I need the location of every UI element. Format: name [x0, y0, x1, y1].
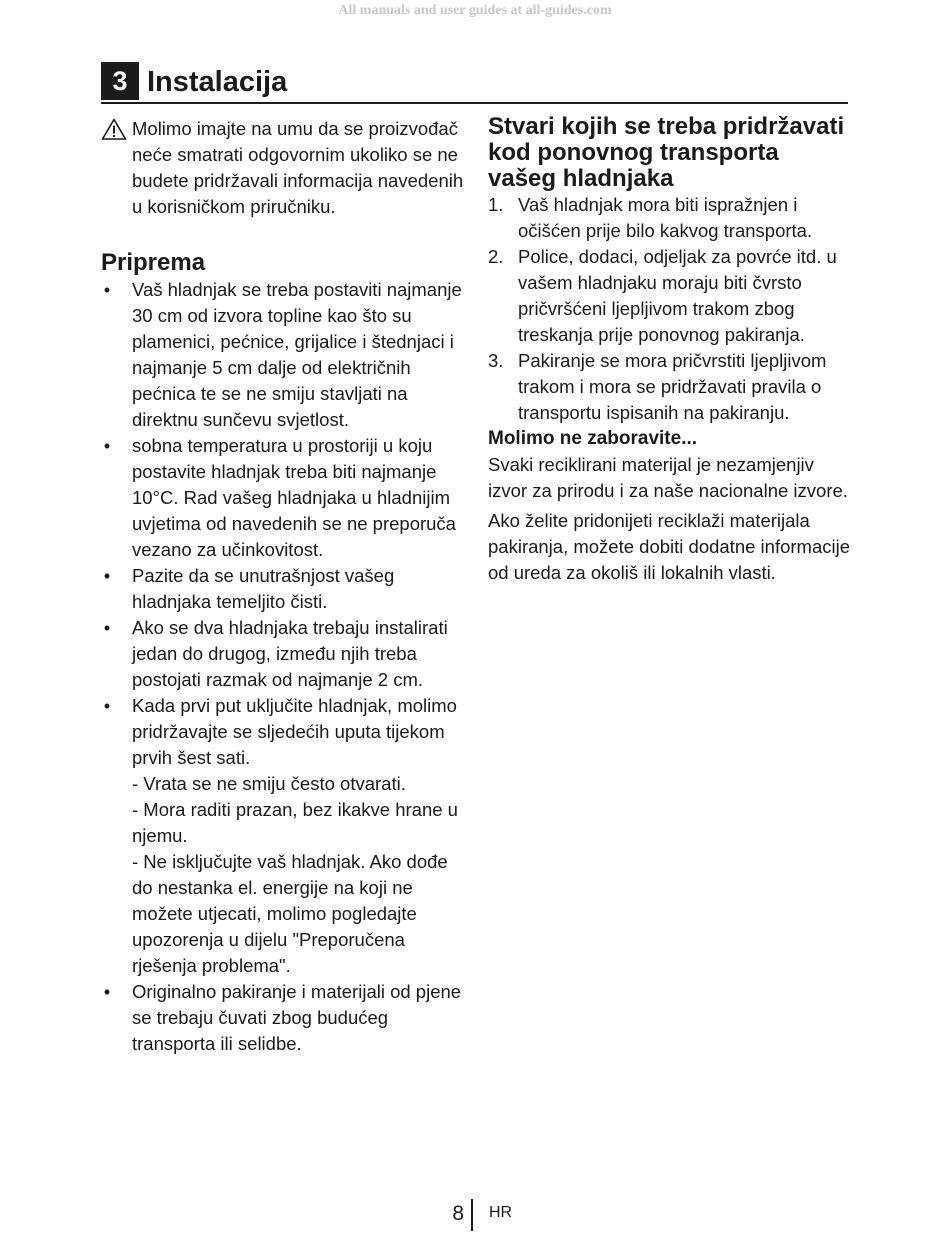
right-column [488, 114, 853, 586]
recycle-paragraph: Svaki reciklirani materijal je nezamjenjiv izvor za prirodu i za naše nacionalne izvore. [488, 454, 848, 501]
bullet-icon: • [103, 696, 111, 716]
step-text: Vaš hladnjak mora biti ispražnjen i očišćen prije bilo kakvog transporta. [518, 194, 813, 241]
chapter-number: 3 [101, 62, 139, 100]
priprema-item [101, 979, 471, 1057]
priprema-item-text: Vaš hladnjak se treba postaviti najmanje 30 cm od izvora topline kao što su plamenici, pećnice, grijalice i štednjaci i najmanje 5 cm dalje od električnih pećnica te se ne smiju stavljati na direktnu sunčevu svjetlost. [132, 279, 462, 430]
step-text: Police, dodaci, odjeljak za povrće itd. u vašem hladnjaku moraju biti čvrsto pričvršćeni ljepljivom trakom zbog treskanja prije ponovnog pakiranja. [518, 246, 837, 345]
footer-divider [471, 1199, 473, 1231]
bullet-icon: • [103, 566, 111, 586]
left-column [101, 116, 471, 1057]
warning-text: Molimo imajte na umu da se proizvođač neće smatrati odgovornim ukoliko se ne budete pridržavali informacija navedenih u korisničkom priručniku. [132, 118, 464, 217]
language-code: HR [489, 1204, 513, 1221]
page-number: 8 [452, 1202, 464, 1225]
step-number: 3. [488, 350, 504, 371]
chapter-title: Instalacija [147, 66, 288, 98]
priprema-item-text: Originalno pakiranje i materijali od pjene se trebaju čuvati zbog budućeg transporta ili selidbe. [132, 981, 462, 1054]
watermark: All manuals and user guides at all-guides.com [338, 3, 612, 18]
section-heading-transport: Stvari kojih se treba pridržavati kod ponovnog transporta vašeg hladnjaka [488, 113, 845, 192]
priprema-item-text: Kada prvi put uključite hladnjak, molimo pridržavajte se sljedećih uputa tijekom prvih šest sati. [132, 695, 457, 768]
chapter-header [101, 62, 848, 104]
priprema-item [101, 693, 471, 979]
step-number: 2. [488, 246, 504, 267]
bullet-icon: • [103, 982, 111, 1002]
recycle-paragraph: Ako želite pridonijeti reciklaži materijala pakiranja, možete dobiti dodatne informacije od ureda za okoliš ili lokalnih vlasti. [488, 510, 850, 583]
warning-triangle-icon [101, 118, 127, 140]
priprema-item-text: - Ne isključujte vaš hladnjak. Ako dođe do nestanka el. energije na koji ne možete utjecati, molimo pogledajte upozorenja u dijelu "Preporučena rješenja problema". [132, 851, 448, 976]
priprema-item [101, 563, 471, 615]
priprema-item-text: - Vrata se ne smiju često otvarati. [132, 773, 406, 794]
priprema-item-text: sobna temperatura u prostoriji u koju postavite hladnjak treba biti najmanje 10°C. Rad vašeg hladnjaka u hladnijim uvjetima od navedenih se ne preporuča vezano za učinkovitost. [132, 435, 456, 560]
priprema-list [101, 277, 471, 1057]
priprema-item-text: Pazite da se unutrašnjost vašeg hladnjaka temeljito čisti. [132, 565, 395, 612]
section-heading-priprema: Priprema [101, 249, 206, 276]
bullet-icon: • [103, 436, 111, 456]
transport-step [488, 244, 853, 348]
priprema-item [101, 277, 471, 433]
transport-step [488, 348, 853, 426]
recycle-text [488, 452, 853, 586]
priprema-item [101, 433, 471, 563]
step-number: 1. [488, 194, 504, 215]
section-heading-recycle: Molimo ne zaboravite... [488, 428, 698, 449]
bullet-icon: • [103, 618, 111, 638]
transport-step [488, 192, 853, 244]
warning-note [101, 116, 471, 220]
priprema-item [101, 615, 471, 693]
step-text: Pakiranje se mora pričvrstiti ljepljivom trakom i mora se pridržavati pravila o transportu ispisanih na pakiranju. [518, 350, 827, 423]
transport-steps-list [488, 192, 853, 426]
priprema-item-text: - Mora raditi prazan, bez ikakve hrane u njemu. [132, 799, 458, 846]
bullet-icon: • [103, 280, 111, 300]
priprema-item-text: Ako se dva hladnjaka trebaju instalirati jedan do drugog, između njih treba postojati razmak od najmanje 2 cm. [132, 617, 448, 690]
